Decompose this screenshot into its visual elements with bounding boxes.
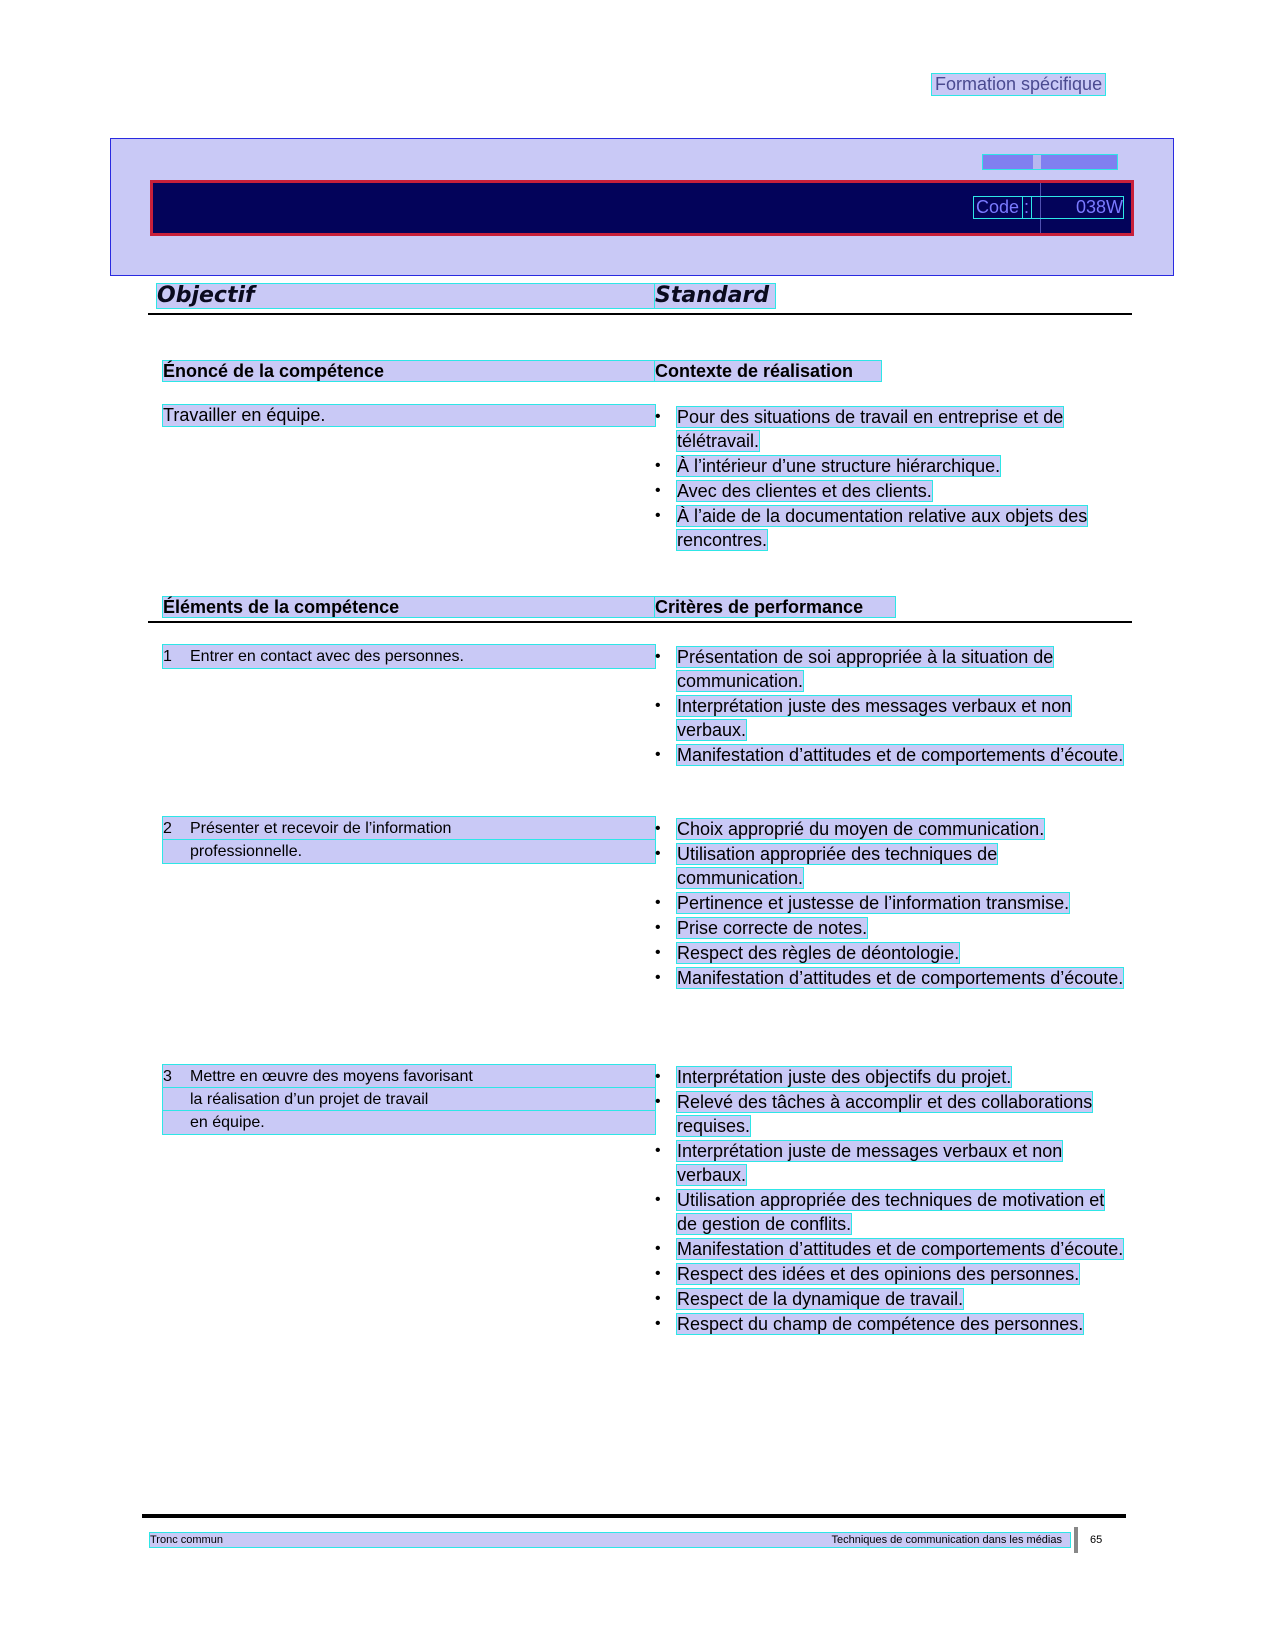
element-number: 2: [163, 820, 172, 837]
list-item: • Manifestation d’attitudes et de comportements d’écoute.: [655, 966, 1125, 990]
list-item: • Respect des idées et des opinions des personnes.: [655, 1262, 1125, 1286]
list-item: • Pour des situations de travail en entreprise et de télétravail.: [655, 405, 1125, 453]
element-1: [163, 645, 655, 668]
element-2: [163, 817, 655, 863]
element-number: 1: [163, 648, 172, 665]
footer-left: Tronc commun: [150, 1533, 1070, 1547]
element-number: 3: [163, 1068, 172, 1085]
list-item: • Interprétation juste des messages verbaux et non verbaux.: [655, 694, 1125, 742]
list-item: • Présentation de soi appropriée à la situation de communication.: [655, 645, 1125, 693]
element-text: professionnelle.: [190, 843, 303, 860]
competence-statement: Travailler en équipe.: [163, 405, 655, 426]
footer-right: Techniques de communication dans les médias: [831, 1534, 1062, 1546]
context-list: [655, 405, 1125, 553]
title-banner: [150, 180, 1134, 236]
decorative-bar: [982, 154, 1118, 170]
code-label: Code :: [976, 197, 1030, 217]
list-item: • Interprétation juste de messages verbaux et non verbaux.: [655, 1139, 1125, 1187]
list-item: • Respect de la dynamique de travail.: [655, 1287, 1125, 1311]
list-item: • Utilisation appropriée des techniques de communication.: [655, 842, 1125, 890]
page-number: 65: [1090, 1534, 1103, 1546]
code-value: 038W: [1023, 197, 1123, 218]
element-3: [163, 1065, 655, 1134]
criteria-list-1: [655, 645, 1125, 768]
list-item: • Pertinence et justesse de l’information transmise.: [655, 891, 1125, 915]
list-item: • Relevé des tâches à accomplir et des collaborations requises.: [655, 1090, 1125, 1138]
element-text: Présenter et recevoir de l’information: [190, 820, 452, 837]
list-item: • Respect des règles de déontologie.: [655, 941, 1125, 965]
element-text: Entrer en contact avec des personnes.: [190, 648, 464, 665]
list-item: • Respect du champ de compétence des personnes.: [655, 1312, 1125, 1336]
elements-heading: Éléments de la compétence: [163, 597, 655, 617]
list-item: • Utilisation appropriée des techniques de motivation et de gestion de conflits.: [655, 1188, 1125, 1236]
list-item: • Prise correcte de notes.: [655, 916, 1125, 940]
footer-divider: [1074, 1527, 1078, 1553]
list-item: • Manifestation d’attitudes et de comportements d’écoute.: [655, 743, 1125, 767]
section-rule: [148, 621, 1132, 623]
context-heading: Contexte de réalisation: [655, 361, 881, 381]
list-item: • Manifestation d’attitudes et de comportements d’écoute.: [655, 1237, 1125, 1261]
list-item: • Interprétation juste des objectifs du projet.: [655, 1065, 1125, 1089]
header-rule: [148, 313, 1132, 315]
statement-heading: Énoncé de la compétence: [163, 361, 655, 381]
footer-rule: [142, 1514, 1126, 1518]
criteria-heading: Critères de performance: [655, 597, 895, 617]
list-item: • À l’intérieur d’une structure hiérarchique.: [655, 454, 1125, 478]
column-title-objectif: Objectif: [157, 284, 655, 308]
column-title-standard: Standard: [655, 284, 775, 308]
element-text: la réalisation d’un projet de travail: [190, 1091, 429, 1108]
list-item: • Avec des clientes et des clients.: [655, 479, 1125, 503]
criteria-list-2: [655, 817, 1125, 991]
list-item: • À l’aide de la documentation relative aux objets des rencontres.: [655, 504, 1125, 552]
element-text: Mettre en œuvre des moyens favorisant: [190, 1068, 473, 1085]
section-title: Formation spécifique: [932, 74, 1105, 95]
list-item: • Choix approprié du moyen de communication.: [655, 817, 1125, 841]
criteria-list-3: [655, 1065, 1125, 1337]
element-text: en équipe.: [190, 1114, 265, 1131]
